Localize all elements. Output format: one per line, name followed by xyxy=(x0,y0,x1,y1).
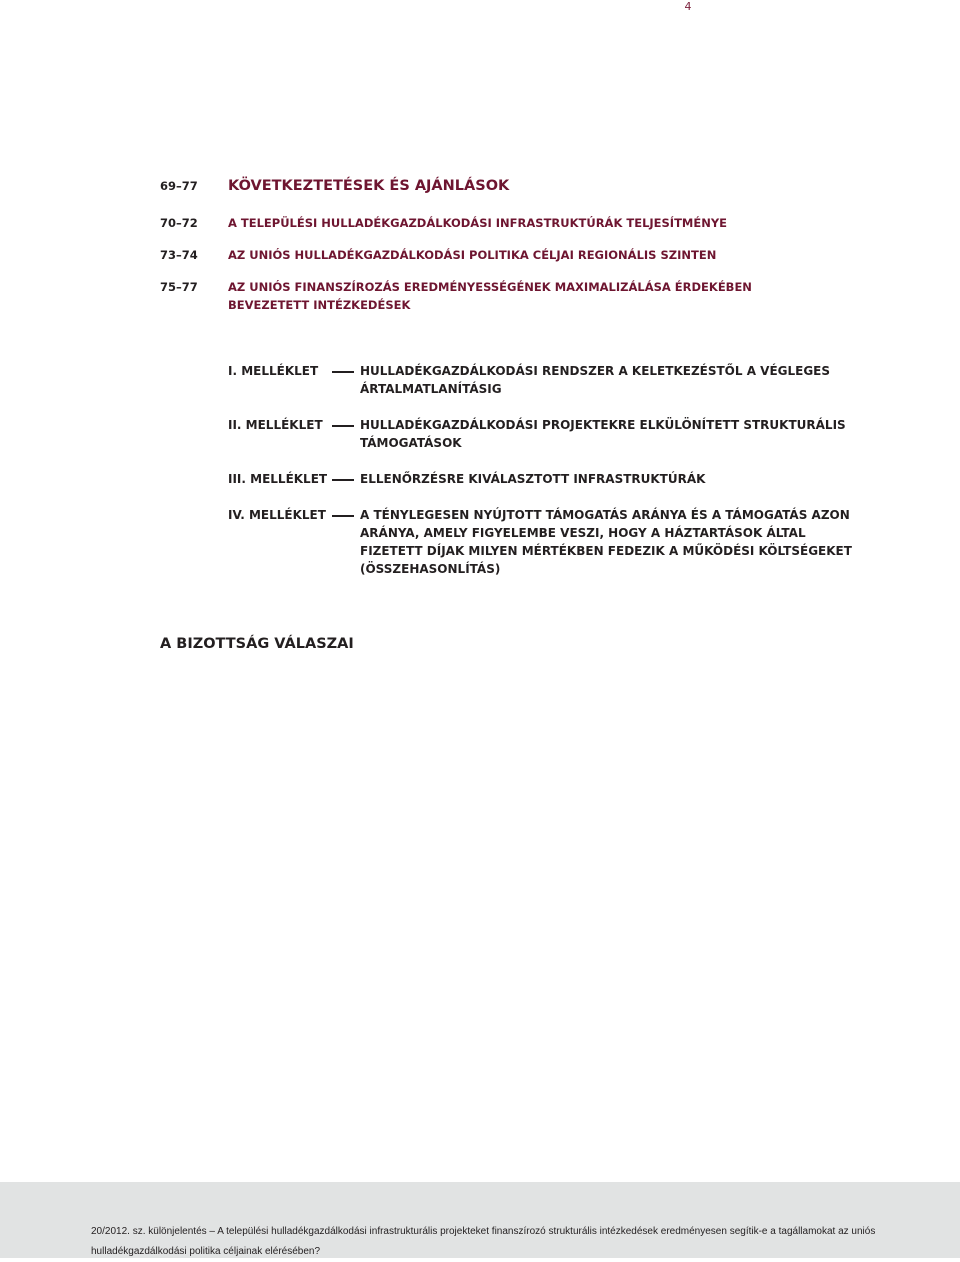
annex-title: HULLADÉKGAZDÁLKODÁSI RENDSZER A KELETKEZÉSTŐL A VÉGLEGES ÁRTALMATLANÍTÁSIG xyxy=(360,364,831,396)
annex-entry xyxy=(228,470,868,488)
toc-title: A TELEPÜLÉSI HULLADÉKGAZDÁLKODÁSI INFRASTRUKTÚRÁK TELJESÍTMÉNYE xyxy=(228,216,728,230)
footer-text: 20/2012. sz. különjelentés – A települési hulladékgazdálkodási infrastrukturális projekteket finanszírozó strukturális intézkedések eredményesen segítik-e a tagállamokat az uniós hulladékgazdálkodási politika céljainak elérésében? xyxy=(91,1226,876,1257)
dash-divider xyxy=(328,416,360,434)
annex-entry xyxy=(228,416,868,452)
toc-range: 70–72 xyxy=(160,216,198,230)
toc-main-entry xyxy=(160,178,900,200)
annex-label: III. MELLÉKLET xyxy=(228,472,328,486)
page-number: 4 xyxy=(672,0,704,14)
toc-sub-entry xyxy=(160,214,900,232)
toc-title: AZ UNIÓS FINANSZÍROZÁS EREDMÉNYESSÉGÉNEK MAXIMALIZÁLÁSA ÉRDEKÉBEN BEVEZETETT INTÉZKEDÉSEK xyxy=(228,280,752,312)
toc-sub-entry xyxy=(160,246,900,264)
table-of-contents xyxy=(160,178,900,314)
dash-divider xyxy=(328,470,360,488)
dash-divider xyxy=(328,506,360,524)
annex-title: A TÉNYLEGESEN NYÚJTOTT TÁMOGATÁS ARÁNYA ÉS A TÁMOGATÁS AZON ARÁNYA, AMELY FIGYELEMBE VESZI, HOGY A HÁZTARTÁSOK ÁLTAL FIZETETT DÍJAK MILYEN MÉRTÉKBEN FEDEZIK A MŰKÖDÉSI KÖLTSÉGEKET (ÖSSZEHASONLÍTÁS) xyxy=(360,508,852,576)
annex-entry xyxy=(228,362,868,398)
annex-label: II. MELLÉKLET xyxy=(228,418,323,432)
annex-label: IV. MELLÉKLET xyxy=(228,508,326,522)
annex-title: HULLADÉKGAZDÁLKODÁSI PROJEKTEKRE ELKÜLÖNÍTETT STRUKTURÁLIS TÁMOGATÁSOK xyxy=(360,418,846,450)
annex-title: ELLENŐRZÉSRE KIVÁLASZTOTT INFRASTRUKTÚRÁK xyxy=(360,472,706,486)
annex-label: I. MELLÉKLET xyxy=(228,364,319,378)
committee-heading: A BIZOTTSÁG VÁLASZAI xyxy=(160,636,354,652)
annex-list xyxy=(228,362,868,596)
toc-sub-entry xyxy=(160,278,900,314)
toc-title: AZ UNIÓS HULLADÉKGAZDÁLKODÁSI POLITIKA CÉLJAI REGIONÁLIS SZINTEN xyxy=(228,248,717,262)
dash-divider xyxy=(328,362,360,380)
toc-range: 69–77 xyxy=(160,179,198,193)
toc-title: KÖVETKEZTETÉSEK ÉS AJÁNLÁSOK xyxy=(228,178,510,194)
annex-entry xyxy=(228,506,868,578)
footer xyxy=(0,1182,960,1258)
toc-range: 75–77 xyxy=(160,280,198,294)
toc-range: 73–74 xyxy=(160,248,198,262)
